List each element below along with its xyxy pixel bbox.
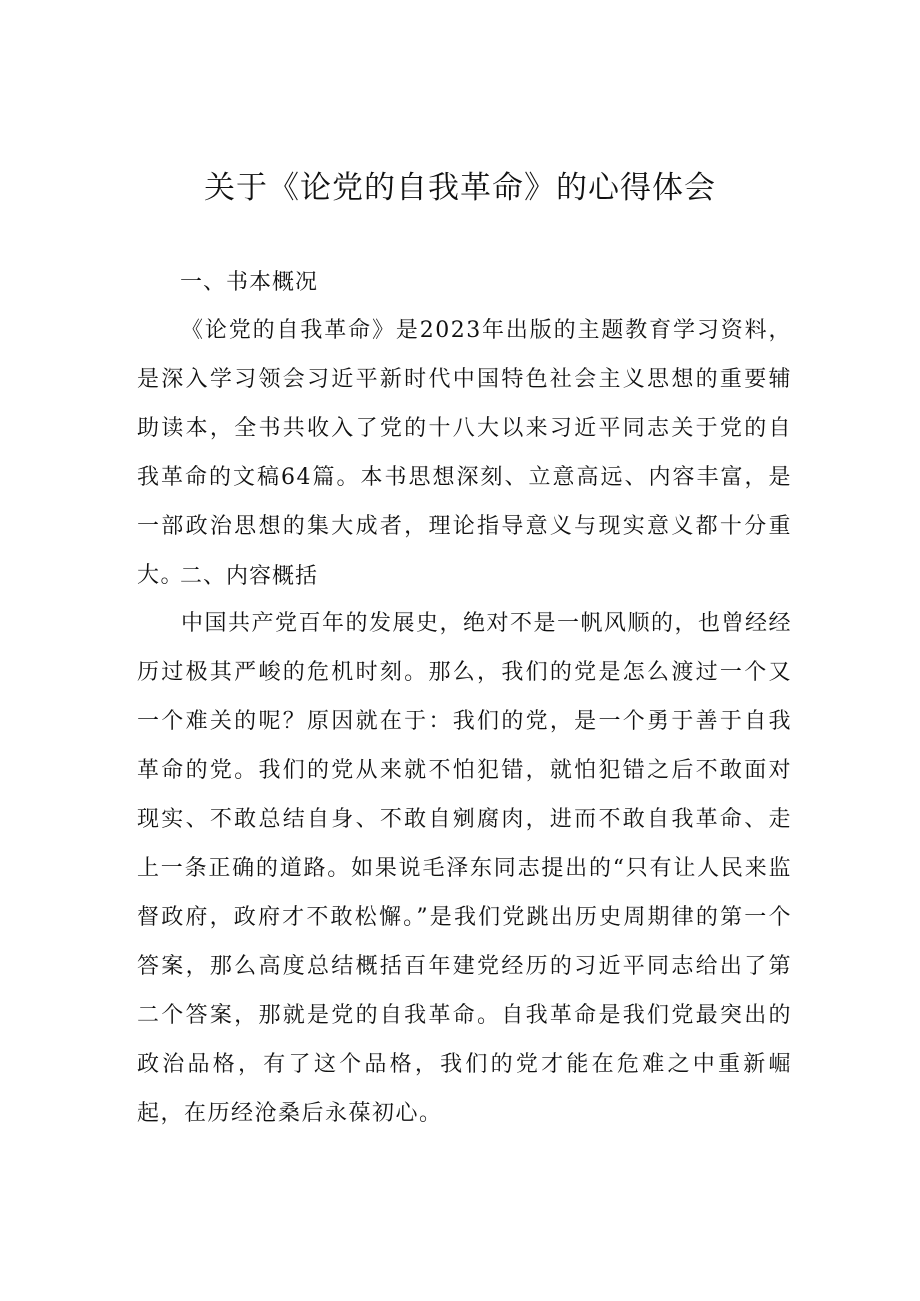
- document-title: 关于《论党的自我革命》的心得体会: [204, 170, 716, 206]
- section-heading-summary: 二、内容概括: [180, 564, 319, 589]
- section-paragraph-summary: 中国共产党百年的发展史，绝对不是一帆风顺的，也曾经经历过极其严峻的危机时刻。那么，我们的党是怎么渡过一个又一个难关的呢？原因就在于：我们的党，是一个勇于善于自我革命的党。我们的党从来就不怕犯错，就怕犯错之后不敢面对现实、不敢总结自身、不敢自剜腐肉，进而不敢自我革命、走上一条正确的道路。如果说毛泽东同志提出的“只有让人民来监督政府，政府才不敢松懈。”是我们党跳出历史周期律的第一个答案，那么高度总结概括百年建党经历的习近平同志给出了第二个答案，那就是党的自我革命。自我革命是我们党最突出的政治品格，有了这个品格，我们的党才能在危难之中重新崛起，在历经沧桑后永葆初心。: [137, 611, 793, 1126]
- section-paragraph-overview: 《论党的自我革命》是2023年出版的主题教育学习资料，是深入学习领会习近平新时代中国特色社会主义思想的重要辅助读本，全书共收入了党的十八大以来习近平同志关于党的自我革命的文稿64篇。本书思想深刻、立意高远、内容丰富，是一部政治思想的集大成者，理论指导意义与现实意义都十分重大。: [137, 318, 792, 588]
- section-heading-overview: 一、书本概况: [180, 270, 319, 295]
